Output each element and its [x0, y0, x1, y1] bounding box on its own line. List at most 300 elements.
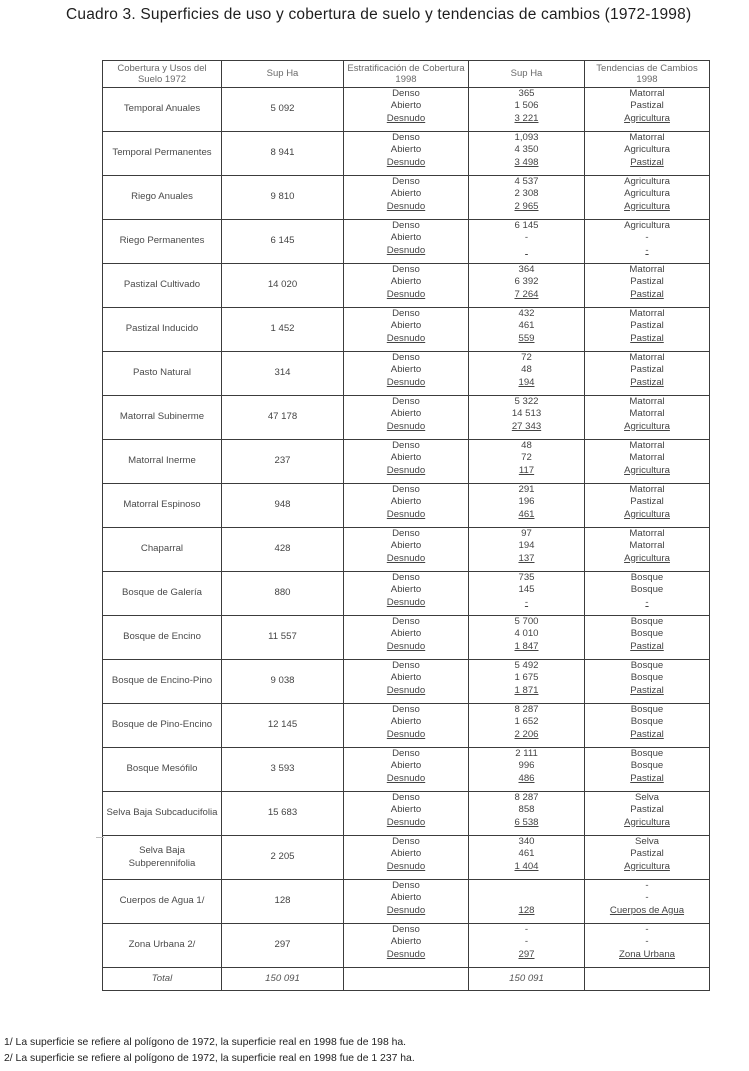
strata-line: Denso	[392, 484, 420, 495]
trend-line: Agricultura	[624, 176, 670, 187]
cover-type-cell: Selva Baja Subcaducifolia	[103, 792, 222, 836]
strata-line: Abierto	[390, 276, 422, 288]
sup-1998-line: 72	[521, 352, 532, 363]
sup-1998-cell	[469, 264, 585, 308]
trend-line: Bosque	[630, 572, 664, 583]
trend-line: Agricultura	[624, 188, 670, 200]
trend-line: Agricultura	[624, 420, 670, 432]
header-row	[103, 61, 710, 88]
sup-1972-cell: 3 593	[222, 748, 344, 792]
trend-line: Selva	[635, 836, 659, 847]
sup-1998-line: 2 308	[514, 188, 539, 200]
sup-1972-cell: 9 810	[222, 176, 344, 220]
sup-1998-cell	[469, 484, 585, 528]
strata-line: Desnudo	[386, 904, 426, 916]
strata-cell	[344, 792, 469, 836]
strata-cell	[344, 132, 469, 176]
trend-line: Matorral	[629, 88, 665, 99]
trend-line: -	[645, 596, 649, 608]
sup-1998-line: 2 965	[514, 200, 539, 212]
strata-line: Desnudo	[386, 684, 426, 696]
sup-1998-cell	[469, 528, 585, 572]
strata-line: Abierto	[390, 584, 422, 596]
trend-line: Pastizal	[630, 156, 664, 168]
sup-1998-line: -	[524, 232, 529, 244]
strata-cell	[344, 528, 469, 572]
strata-line: Abierto	[390, 232, 422, 244]
sup-1998-line: 6 145	[514, 220, 539, 231]
strata-line: Desnudo	[386, 200, 426, 212]
strata-cell	[344, 748, 469, 792]
strata-line: Abierto	[390, 144, 422, 156]
sup-1998-line: 996	[518, 760, 535, 772]
trend-cell	[585, 924, 710, 968]
trend-line: Agricultura	[624, 200, 670, 212]
trend-line: Matorral	[629, 452, 665, 464]
strata-line: Abierto	[390, 496, 422, 508]
total-row	[103, 968, 710, 991]
table-row	[103, 924, 710, 968]
sup-1998-line: 48	[521, 364, 532, 376]
sup-1998-line	[472, 880, 581, 892]
trend-line: Pastizal	[630, 684, 664, 696]
trend-cell	[585, 792, 710, 836]
strata-cell	[344, 880, 469, 924]
strata-line: Desnudo	[386, 816, 426, 828]
cover-type-cell: Bosque Mesófilo	[103, 748, 222, 792]
strata-cell	[344, 660, 469, 704]
strata-cell	[344, 308, 469, 352]
strata-cell	[344, 572, 469, 616]
trend-line: Matorral	[629, 408, 665, 420]
cover-type-cell: Temporal Permanentes	[103, 132, 222, 176]
total-trend-empty	[585, 968, 710, 991]
strata-line: Abierto	[390, 716, 422, 728]
trend-cell	[585, 396, 710, 440]
trend-line: Matorral	[629, 484, 665, 495]
sup-1998-line: 1 506	[514, 100, 539, 112]
trend-line: Pastizal	[630, 364, 664, 376]
trend-line: Pastizal	[630, 332, 664, 344]
table-row	[103, 264, 710, 308]
trend-line: Pastizal	[630, 496, 664, 508]
strata-line: Denso	[392, 440, 420, 451]
sup-1998-line: 196	[518, 496, 535, 508]
trend-line: -	[645, 924, 649, 935]
strata-cell	[344, 616, 469, 660]
strata-line: Denso	[392, 396, 420, 407]
table-row	[103, 704, 710, 748]
sup-1972-cell: 5 092	[222, 88, 344, 132]
strata-line: Desnudo	[386, 640, 426, 652]
sup-1998-line: 5 322	[514, 396, 539, 407]
strata-line: Abierto	[390, 452, 422, 464]
strata-line: Desnudo	[386, 728, 426, 740]
strata-line: Abierto	[390, 892, 422, 904]
sup-1972-cell: 1 452	[222, 308, 344, 352]
table-row	[103, 528, 710, 572]
header-sup-1998: Sup Ha	[469, 61, 585, 88]
strata-line: Desnudo	[386, 464, 426, 476]
cover-type-cell: Pastizal Cultivado	[103, 264, 222, 308]
sup-1998-line: 48	[521, 440, 532, 451]
table-row	[103, 352, 710, 396]
strata-cell	[344, 220, 469, 264]
trend-line: Agricultura	[624, 464, 670, 476]
strata-line: Abierto	[390, 408, 422, 420]
table-title: Cuadro 3. Superficies de uso y cobertura de suelo y tendencias de cambios (1972-1998)	[66, 6, 692, 23]
trend-line: Bosque	[630, 704, 664, 715]
table-row	[103, 440, 710, 484]
table-row	[103, 748, 710, 792]
sup-1998-line: 8 287	[514, 704, 539, 715]
strata-line: Abierto	[390, 848, 422, 860]
strata-line: Desnudo	[386, 948, 426, 960]
sup-1998-line: 3 221	[514, 112, 539, 124]
table-row	[103, 660, 710, 704]
sup-1998-line: 364	[518, 264, 535, 275]
sup-1998-line: 14 513	[511, 408, 542, 420]
trend-line: Agricultura	[624, 144, 670, 156]
sup-1998-line: 1 652	[514, 716, 539, 728]
strata-line: Denso	[392, 308, 420, 319]
sup-1998-line: 194	[518, 540, 535, 552]
trend-line: Cuerpos de Agua	[609, 904, 685, 916]
trend-line: Pastizal	[630, 288, 664, 300]
cover-type-cell: Bosque de Pino-Encino	[103, 704, 222, 748]
strata-line: Denso	[392, 264, 420, 275]
cover-type-cell: Bosque de Encino	[103, 616, 222, 660]
sup-1998-line: -	[524, 924, 529, 935]
trend-cell	[585, 264, 710, 308]
sup-1998-line: 2 111	[515, 748, 538, 759]
trend-line: Matorral	[629, 540, 665, 552]
sup-1998-cell	[469, 220, 585, 264]
sup-1972-cell: 128	[222, 880, 344, 924]
trend-line: Agricultura	[624, 220, 670, 231]
sup-1972-cell: 9 038	[222, 660, 344, 704]
strata-line: Abierto	[390, 672, 422, 684]
strata-line: Desnudo	[386, 376, 426, 388]
trend-line: Pastizal	[630, 276, 664, 288]
trend-line: Pastizal	[630, 640, 664, 652]
strata-line: Denso	[392, 176, 420, 187]
sup-1972-cell: 15 683	[222, 792, 344, 836]
sup-1998-cell	[469, 748, 585, 792]
sup-1998-line	[472, 892, 581, 904]
sup-1998-line: 4 350	[514, 144, 539, 156]
table-body	[103, 88, 710, 968]
sup-1998-line: 1 871	[514, 684, 539, 696]
sup-1998-line: -	[524, 596, 529, 608]
total-sup-1972: 150 091	[222, 968, 344, 991]
sup-1972-cell: 880	[222, 572, 344, 616]
strata-cell	[344, 484, 469, 528]
cover-type-cell: Cuerpos de Agua 1/	[103, 880, 222, 924]
cover-type-cell: Riego Permanentes	[103, 220, 222, 264]
trend-line: Pastizal	[630, 376, 664, 388]
sup-1972-cell: 314	[222, 352, 344, 396]
cover-type-cell: Pasto Natural	[103, 352, 222, 396]
trend-line: Agricultura	[624, 816, 670, 828]
sup-1998-line: 461	[518, 848, 535, 860]
cover-type-cell: Chaparral	[103, 528, 222, 572]
strata-cell	[344, 704, 469, 748]
sup-1998-line: 1 847	[514, 640, 539, 652]
total-strata-empty	[344, 968, 469, 991]
sup-1998-line: 1 675	[514, 672, 539, 684]
sup-1998-cell	[469, 924, 585, 968]
trend-line: -	[645, 936, 649, 948]
trend-cell	[585, 132, 710, 176]
strata-line: Desnudo	[386, 596, 426, 608]
sup-1998-line: 365	[518, 88, 535, 99]
trend-cell	[585, 704, 710, 748]
sup-1998-line: 72	[521, 452, 532, 464]
strata-line: Abierto	[390, 760, 422, 772]
sup-1998-line: 5 700	[514, 616, 539, 627]
strata-line: Desnudo	[386, 332, 426, 344]
header-sup-1972: Sup Ha	[222, 61, 344, 88]
table-row	[103, 572, 710, 616]
sup-1998-line: 128	[518, 904, 535, 916]
sup-1998-line: -	[524, 936, 529, 948]
strata-line: Abierto	[390, 936, 422, 948]
sup-1972-cell: 297	[222, 924, 344, 968]
sup-1998-cell	[469, 352, 585, 396]
strata-line: Denso	[392, 880, 420, 891]
sup-1972-cell: 6 145	[222, 220, 344, 264]
strata-line: Denso	[392, 616, 420, 627]
strata-line: Denso	[392, 836, 420, 847]
trend-cell	[585, 660, 710, 704]
sup-1998-cell	[469, 660, 585, 704]
sup-1998-cell	[469, 176, 585, 220]
strata-line: Denso	[392, 924, 420, 935]
cover-type-cell: Selva Baja Subperennifolia	[103, 836, 222, 880]
trend-line: Agricultura	[624, 508, 670, 520]
sup-1998-line: 1 404	[514, 860, 539, 872]
sup-1998-line: 137	[518, 552, 535, 564]
trend-line: Pastizal	[630, 100, 664, 112]
strata-line: Abierto	[390, 628, 422, 640]
sup-1998-cell	[469, 396, 585, 440]
sup-1998-line: 194	[518, 376, 535, 388]
trend-line: Matorral	[629, 440, 665, 451]
trend-line: Agricultura	[624, 552, 670, 564]
table-row	[103, 88, 710, 132]
trend-cell	[585, 880, 710, 924]
strata-line: Desnudo	[386, 288, 426, 300]
trend-cell	[585, 88, 710, 132]
total-label: Total	[103, 968, 222, 991]
strata-line: Desnudo	[386, 772, 426, 784]
header-tendencias: Tendencias de Cambios 1998	[585, 61, 710, 88]
sup-1998-line: 97	[521, 528, 532, 539]
sup-1972-cell: 2 205	[222, 836, 344, 880]
table-row	[103, 792, 710, 836]
sup-1998-line: 1,093	[514, 132, 539, 143]
trend-line: Matorral	[629, 264, 665, 275]
trend-line: Bosque	[630, 616, 664, 627]
sup-1998-line: 461	[518, 508, 535, 520]
trend-cell	[585, 572, 710, 616]
trend-cell	[585, 352, 710, 396]
strata-cell	[344, 396, 469, 440]
trend-line: -	[645, 880, 649, 891]
sup-1998-line: 6 538	[514, 816, 539, 828]
strata-cell	[344, 924, 469, 968]
strata-line: Abierto	[390, 320, 422, 332]
table-row	[103, 616, 710, 660]
sup-1998-cell	[469, 836, 585, 880]
trend-line: Bosque	[630, 660, 664, 671]
sup-1998-line: 486	[518, 772, 535, 784]
strata-line: Abierto	[390, 540, 422, 552]
sup-1998-cell	[469, 308, 585, 352]
strata-line: Desnudo	[386, 420, 426, 432]
trend-line: Pastizal	[630, 848, 664, 860]
sup-1998-line: 432	[518, 308, 535, 319]
trend-line: Pastizal	[630, 320, 664, 332]
table-row	[103, 396, 710, 440]
trend-line: Matorral	[629, 352, 665, 363]
trend-cell	[585, 484, 710, 528]
sup-1972-cell: 237	[222, 440, 344, 484]
trend-cell	[585, 440, 710, 484]
sup-1998-line: 7 264	[514, 288, 539, 300]
strata-cell	[344, 440, 469, 484]
trend-line: Bosque	[630, 716, 664, 728]
strata-line: Desnudo	[386, 860, 426, 872]
trend-cell	[585, 176, 710, 220]
trend-line: Matorral	[629, 132, 665, 143]
strata-cell	[344, 264, 469, 308]
trend-line: Zona Urbana	[619, 948, 675, 960]
footnotes	[4, 1035, 415, 1066]
trend-cell	[585, 836, 710, 880]
strata-line: Denso	[392, 528, 420, 539]
cover-type-cell: Matorral Subinerme	[103, 396, 222, 440]
sup-1972-cell: 8 941	[222, 132, 344, 176]
sup-1998-line: 5 492	[514, 660, 539, 671]
strata-line: Abierto	[390, 188, 422, 200]
strata-line: Denso	[392, 132, 420, 143]
strata-cell	[344, 352, 469, 396]
strata-cell	[344, 836, 469, 880]
strata-line: Denso	[392, 352, 420, 363]
trend-line: Matorral	[629, 396, 665, 407]
header-cobertura: Cobertura y Usos del Suelo 1972	[103, 61, 222, 88]
trend-line: Agricultura	[624, 860, 670, 872]
sup-1998-line: 3 498	[514, 156, 539, 168]
strata-line: Desnudo	[386, 552, 426, 564]
table-row	[103, 176, 710, 220]
sup-1998-line: 461	[518, 320, 535, 332]
trend-line: -	[645, 232, 649, 244]
sup-1998-line: 4 537	[514, 176, 539, 187]
trend-line: Bosque	[630, 760, 664, 772]
trend-line: Pastizal	[630, 728, 664, 740]
sup-1998-line: 27 343	[511, 420, 542, 432]
cover-type-cell: Matorral Espinoso	[103, 484, 222, 528]
trend-cell	[585, 308, 710, 352]
sup-1972-cell: 11 557	[222, 616, 344, 660]
trend-line: Bosque	[630, 672, 664, 684]
cover-type-cell: Pastizal Inducido	[103, 308, 222, 352]
strata-cell	[344, 176, 469, 220]
strata-line: Desnudo	[386, 112, 426, 124]
table-row	[103, 220, 710, 264]
sup-1998-line: 145	[518, 584, 535, 596]
strata-line: Abierto	[390, 100, 422, 112]
strata-line: Desnudo	[386, 156, 426, 168]
table-row	[103, 484, 710, 528]
cover-type-cell: Matorral Inerme	[103, 440, 222, 484]
sup-1998-cell	[469, 132, 585, 176]
strata-line: Denso	[392, 572, 420, 583]
sup-1998-line	[472, 245, 581, 257]
trend-line: Selva	[635, 792, 659, 803]
trend-line: Matorral	[629, 528, 665, 539]
trend-cell	[585, 528, 710, 572]
cover-type-cell: Temporal Anuales	[103, 88, 222, 132]
strata-line: Denso	[392, 660, 420, 671]
sup-1998-line: 8 287	[514, 792, 539, 803]
trend-line: Pastizal	[630, 772, 664, 784]
strata-line: Denso	[392, 792, 420, 803]
trend-line: -	[645, 892, 649, 904]
sup-1998-line: 340	[518, 836, 535, 847]
sup-1998-cell	[469, 792, 585, 836]
sup-1998-cell	[469, 880, 585, 924]
table-row	[103, 880, 710, 924]
strata-line: Abierto	[390, 804, 422, 816]
sup-1998-cell	[469, 440, 585, 484]
land-cover-table	[102, 60, 710, 991]
sup-1998-line: 2 206	[514, 728, 539, 740]
footnote-1: 1/ La superficie se refiere al polígono de 1972, la superficie real en 1998 fue de 198 ha.	[4, 1037, 407, 1048]
margin-mark	[96, 837, 104, 838]
strata-line: Denso	[392, 748, 420, 759]
trend-line: Matorral	[629, 308, 665, 319]
sup-1972-cell: 948	[222, 484, 344, 528]
cover-type-cell: Bosque de Galería	[103, 572, 222, 616]
strata-line: Abierto	[390, 364, 422, 376]
header-estratificacion: Estratificación de Cobertura 1998	[344, 61, 469, 88]
strata-line: Denso	[392, 704, 420, 715]
sup-1972-cell: 14 020	[222, 264, 344, 308]
trend-line: -	[645, 244, 649, 256]
sup-1998-line: 6 392	[514, 276, 539, 288]
sup-1998-line: 858	[518, 804, 535, 816]
trend-line: Pastizal	[630, 804, 664, 816]
sup-1998-line: 735	[518, 572, 535, 583]
trend-cell	[585, 220, 710, 264]
cover-type-cell: Zona Urbana 2/	[103, 924, 222, 968]
sup-1998-line: 4 010	[514, 628, 539, 640]
sup-1998-line: 559	[518, 332, 535, 344]
strata-line: Desnudo	[386, 508, 426, 520]
sup-1998-line: 291	[518, 484, 535, 495]
trend-line: Bosque	[630, 628, 664, 640]
sup-1998-line: 297	[518, 948, 535, 960]
sup-1972-cell: 47 178	[222, 396, 344, 440]
sup-1998-line: 117	[518, 464, 535, 476]
strata-line: Denso	[392, 88, 420, 99]
table-row	[103, 308, 710, 352]
table-row	[103, 132, 710, 176]
